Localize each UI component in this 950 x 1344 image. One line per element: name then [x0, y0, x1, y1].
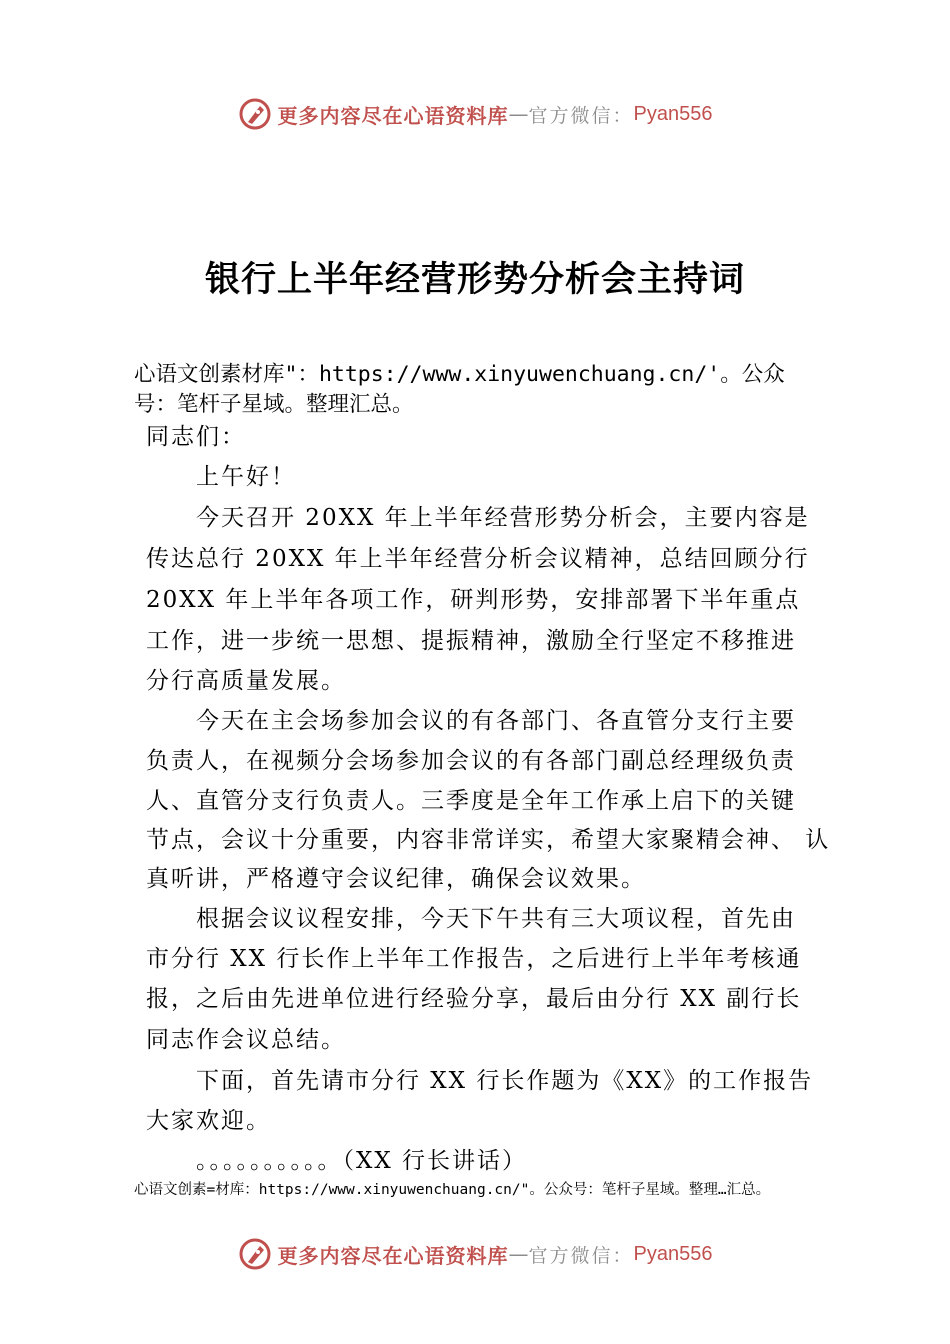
banner-wechat-id: Pyan556 — [633, 1242, 713, 1265]
paragraph-1-line-2: 传达总行 20XX 年上半年经营分析会议精神，总结回顾分行 — [146, 546, 810, 572]
paragraph-3-line-2: 市分行 XX 行长作上半年工作报告，之后进行上半年考核通 — [146, 946, 802, 972]
salutation: 同志们： — [146, 424, 246, 450]
pen-nib-logo-icon — [238, 97, 272, 131]
paragraph-2-line-1: 今天在主会场参加会议的有各部门、各直管分支行主要 — [196, 708, 796, 734]
banner-separator: — — [508, 102, 529, 126]
paragraph-1-line-4: 工作，进一步统一思想、提振精神，激励全行坚定不移推进 — [146, 628, 796, 654]
source-line-1: 心语文创素材库"：https://www.xinyuwenchuang.cn/'。公众 — [134, 362, 785, 387]
speech-placeholder: 。。。。。。。。。。（XX 行长讲话） — [196, 1148, 528, 1174]
banner-wechat-label: 官方微信： — [528, 1244, 634, 1267]
paragraph-2-line-4: 节点，会议十分重要，内容非常详实，希望大家聚精会神、 认 — [146, 827, 831, 853]
footer-source-note: 心语文创素=材库：https://www.xinyuwenchuang.cn/"。公众号：笔杆子星域。整理…汇总。 — [134, 1182, 771, 1198]
paragraph-2-line-2: 负责人，在视频分会场参加会议的有各部门副总经理级负责 — [146, 748, 796, 774]
paragraph-3-line-3: 报，之后由先进单位进行经验分享，最后由分行 XX 副行长 — [146, 986, 802, 1012]
paragraph-4-line-1: 下面，首先请市分行 XX 行长作题为《XX》的工作报告 — [196, 1068, 814, 1094]
source-line-2: 号：笔杆子星域。整理汇总。 — [134, 392, 414, 417]
paragraph-1-line-5: 分行高质量发展。 — [146, 668, 346, 694]
banner-main-text: 更多内容尽在心语资料库 — [277, 1243, 509, 1268]
header-banner — [0, 96, 950, 132]
greeting: 上午好！ — [196, 464, 296, 490]
footer-banner — [0, 1236, 950, 1272]
banner-main-text: 更多内容尽在心语资料库 — [277, 103, 509, 128]
paragraph-4-line-2: 大家欢迎。 — [146, 1108, 271, 1134]
paragraph-2-line-3: 人、直管分支行负责人。三季度是全年工作承上启下的关键 — [146, 788, 796, 814]
document-title: 银行上半年经营形势分析会主持词 — [204, 259, 745, 300]
banner-separator: — — [508, 1242, 529, 1266]
banner-wechat-id: Pyan556 — [633, 102, 713, 125]
paragraph-3-line-4: 同志作会议总结。 — [146, 1027, 346, 1053]
paragraph-2-line-5: 真听讲，严格遵守会议纪律，确保会议效果。 — [146, 866, 646, 892]
paragraph-1-line-1: 今天召开 20XX 年上半年经营形势分析会，主要内容是 — [196, 505, 810, 531]
paragraph-3-line-1: 根据会议议程安排，今天下午共有三大项议程，首先由 — [196, 906, 796, 932]
paragraph-1-line-3: 20XX 年上半年各项工作，研判形势，安排部署下半年重点 — [146, 587, 801, 613]
pen-nib-logo-icon — [238, 1237, 272, 1271]
banner-wechat-label: 官方微信： — [528, 104, 634, 127]
